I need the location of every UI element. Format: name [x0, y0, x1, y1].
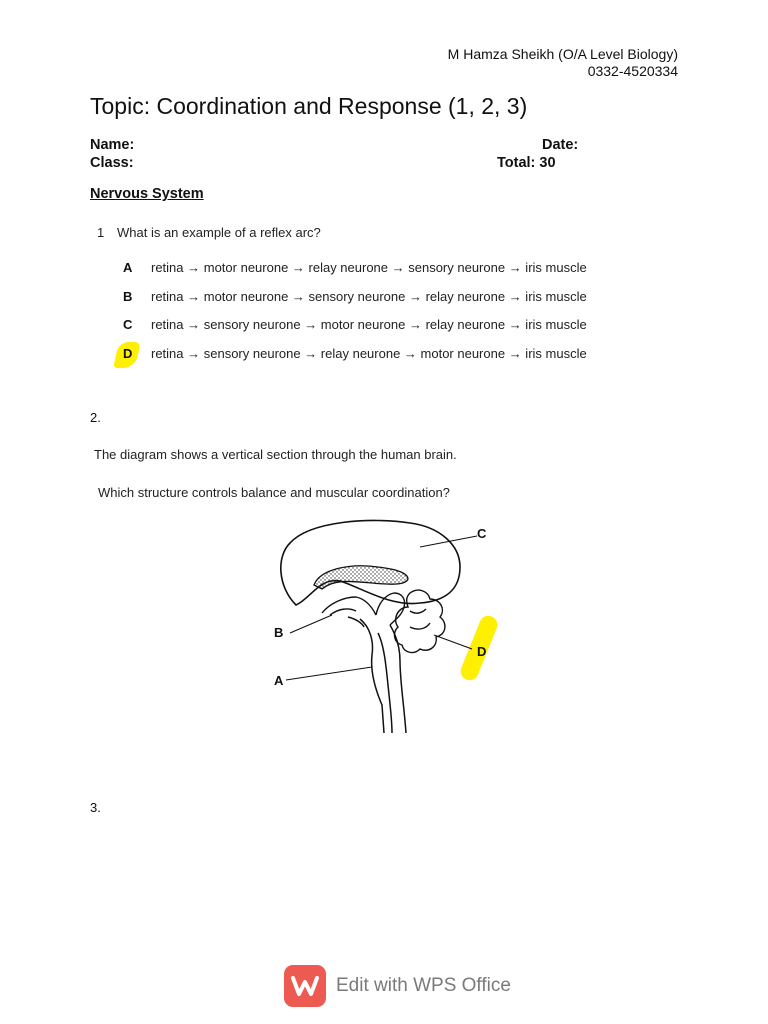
- wps-logo-icon: [284, 965, 326, 1007]
- page-title: Topic: Coordination and Response (1, 2, 3): [90, 93, 528, 119]
- brain-diagram: [260, 515, 510, 735]
- q1-text: What is an example of a reflex arc?: [117, 225, 321, 240]
- q3-number: 3.: [90, 800, 101, 815]
- q2-intro: The diagram shows a vertical section through the human brain.: [94, 447, 457, 462]
- q2-number: 2.: [90, 410, 101, 425]
- corpus-callosum: [314, 566, 408, 589]
- diagram-label-a: A: [274, 673, 284, 688]
- author-phone: 0332-4520334: [587, 63, 678, 79]
- author-name: M Hamza Sheikh (O/A Level Biology): [447, 46, 678, 62]
- cerebrum: [281, 520, 460, 605]
- q1-option-a-text: retina → motor neurone → relay neurone → sensory neurone → iris muscle: [151, 260, 587, 275]
- diagram-label-b: B: [274, 625, 284, 640]
- q1-option-a-letter: A: [123, 260, 133, 275]
- brain-stem: [348, 617, 406, 733]
- q1-option-c-letter: C: [123, 317, 133, 332]
- q1-number: 1: [97, 225, 105, 240]
- q1-option-b-text: retina → motor neurone → sensory neurone → relay neurone → iris muscle: [151, 289, 587, 304]
- author-header: [448, 46, 678, 80]
- q1-option-c-text: retina → sensory neurone → motor neurone → relay neurone → iris muscle: [151, 317, 587, 332]
- wps-edit-banner[interactable]: [284, 965, 514, 1009]
- q1-option-d-letter: D: [123, 346, 133, 361]
- q2-question: Which structure controls balance and muscular coordination?: [98, 485, 450, 500]
- diagram-label-c: C: [477, 526, 487, 541]
- diagram-label-d: D: [477, 644, 487, 659]
- q1-option-d-text: retina → sensory neurone → relay neurone → motor neurone → iris muscle: [151, 346, 587, 361]
- class-field-label: Class:: [90, 155, 134, 171]
- wps-edit-label[interactable]: Edit with WPS Office: [336, 975, 511, 996]
- label-lines: [286, 536, 477, 680]
- total-marks: Total: 30: [497, 155, 556, 171]
- midbrain: [322, 593, 405, 625]
- section-heading: Nervous System: [90, 186, 204, 202]
- date-field-label: Date:: [542, 137, 579, 153]
- q1-option-b-letter: B: [123, 289, 133, 304]
- name-field-label: Name:: [90, 137, 135, 153]
